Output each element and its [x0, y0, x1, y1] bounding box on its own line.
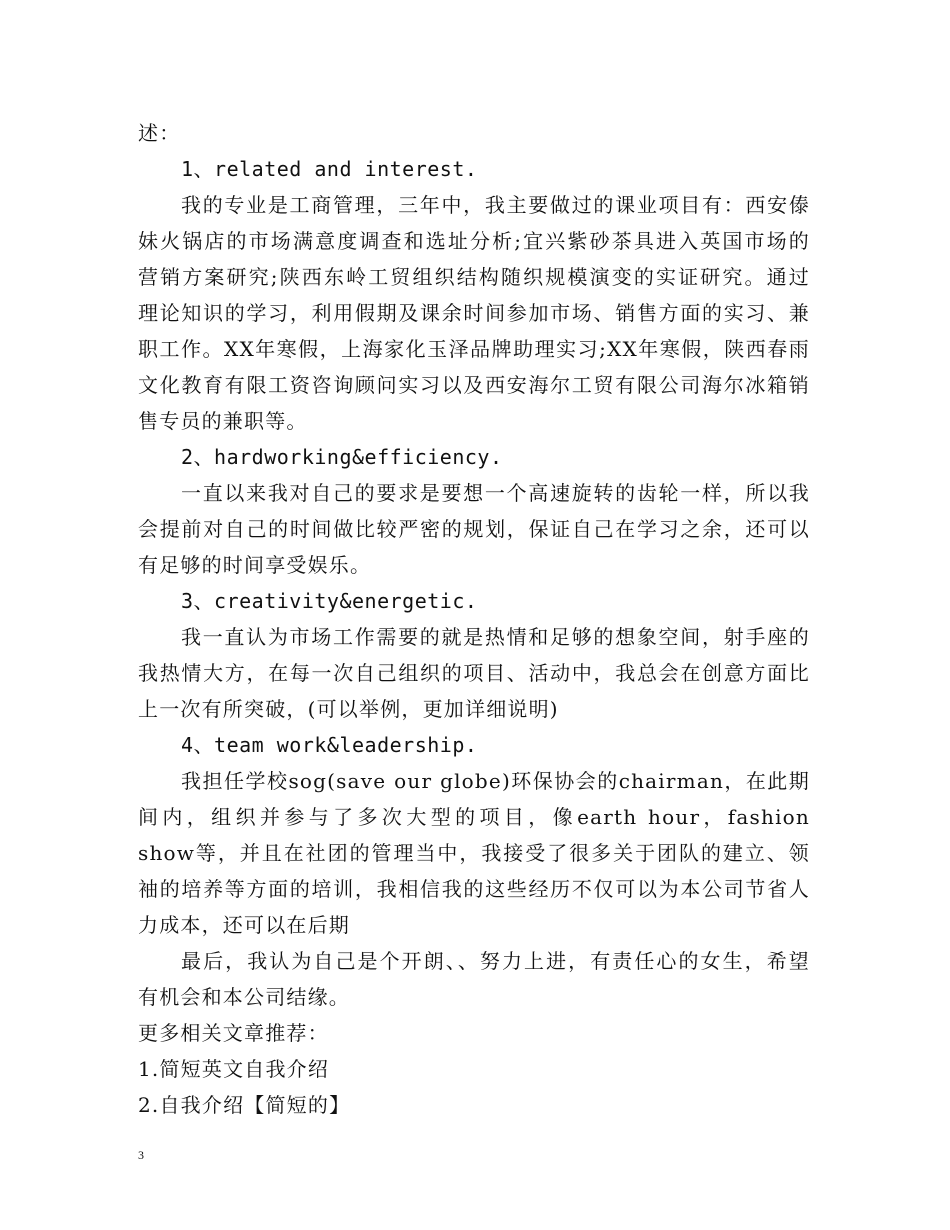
text-line: 妹火锅店的市场满意度调查和选址分析;宜兴紫砂茶具进入英国市场的 [138, 229, 810, 253]
text-line: 售专员的兼职等。 [138, 409, 308, 433]
text-line: 有机会和本公司结缘。 [138, 985, 350, 1009]
text-line: 一直以来我对自己的要求是要想一个高速旋转的齿轮一样，所以我 [181, 481, 810, 505]
text-line: 我担任学校sog(save our globe)环保协会的chairman，在此期 [181, 769, 810, 793]
text-line: 间内，组织并参与了多次大型的项目，像earth hour，fashion [138, 805, 810, 829]
text-line: 述： [138, 121, 181, 145]
text-line: 袖的培养等方面的培训，我相信我的这些经历不仅可以为本公司节省人 [138, 877, 810, 901]
text-line: show等，并且在社团的管理当中，我接受了很多关于团队的建立、领 [138, 841, 810, 865]
text-line: 有足够的时间享受娱乐。 [138, 553, 372, 577]
text-line: 营销方案研究;陕西东岭工贸组织结构随织规模演变的实证研究。通过 [138, 265, 810, 289]
text-line: 最后，我认为自己是个开朗、、努力上进，有责任心的女生，希望 [181, 949, 810, 973]
text-line: 理论知识的学习，利用假期及课余时间参加市场、销售方面的实习、兼 [138, 301, 810, 325]
text-line: 我的专业是工商管理，三年中，我主要做过的课业项目有：西安傣 [181, 193, 810, 217]
text-line: 上一次有所突破，(可以举例，更加详细说明) [138, 697, 559, 721]
text-line: 我热情大方，在每一次自己组织的项目、活动中，我总会在创意方面比 [138, 661, 810, 685]
text-line: 文化教育有限工资咨询顾问实习以及西安海尔工贸有限公司海尔冰箱销 [138, 373, 810, 397]
text-line: 我一直认为市场工作需要的就是热情和足够的想象空间，射手座的 [181, 625, 810, 649]
text-line: 会提前对自己的时间做比较严密的规划，保证自己在学习之余，还可以 [138, 517, 810, 541]
text-line: 力成本，还可以在后期 [138, 913, 350, 937]
page-number: 3 [138, 1148, 144, 1162]
related-articles-heading: 更多相关文章推荐： [138, 1021, 329, 1045]
text-line: 职工作。XX年寒假，上海家化玉泽品牌助理实习;XX年寒假，陕西春雨 [138, 337, 810, 361]
related-article-link-1[interactable]: 1.简短英文自我介绍 [138, 1057, 330, 1081]
section-heading-1: 1、related and interest. [181, 157, 478, 181]
section-heading-3: 3、creativity&energetic. [181, 589, 478, 613]
related-article-link-2[interactable]: 2.自我介绍【简短的】 [138, 1093, 351, 1117]
section-heading-4: 4、team work&leadership. [181, 733, 478, 757]
section-heading-2: 2、hardworking&efficiency. [181, 445, 503, 469]
